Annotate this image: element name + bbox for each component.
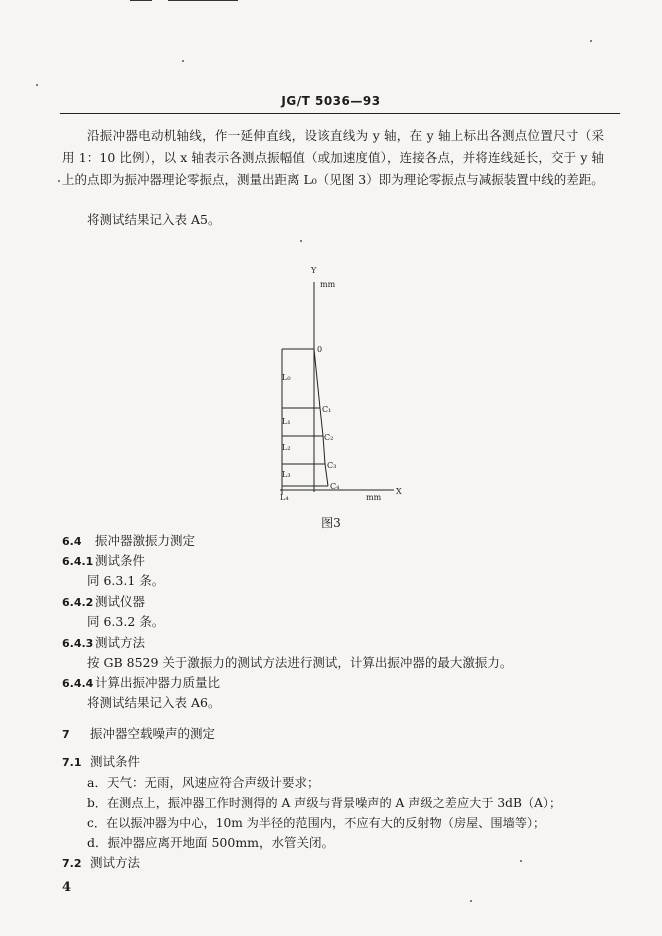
scan-mark bbox=[130, 0, 152, 2]
condition-c: c．在以振冲器为中心，10m 为半径的范围内，不应有大的反射物（房屋、围墙等）； bbox=[87, 816, 546, 830]
section-title: 测试仪器 bbox=[95, 594, 146, 609]
scan-speck bbox=[590, 40, 592, 42]
section-7-heading bbox=[62, 725, 215, 744]
scan-speck bbox=[520, 860, 522, 862]
x-axis-unit: mm bbox=[366, 493, 382, 502]
condition-b: b．在测点上，振冲器工作时测得的 A 声级与背景噪声的 A 声级之差应大于 3dB（A）； bbox=[87, 796, 562, 810]
section-7-2-heading bbox=[62, 854, 140, 873]
condition-d: d．振冲器应离开地面 500mm，水管关闭。 bbox=[87, 835, 335, 850]
section-title: 测试方法 bbox=[90, 855, 141, 870]
record-line-a5: 将测试结果记入表 A5。 bbox=[87, 212, 221, 227]
l-label-1: L₁ bbox=[282, 417, 291, 426]
scan-speck bbox=[470, 900, 472, 902]
section-6-4-3-body: 按 GB 8529 关于激振力的测试方法进行测试，计算出振冲器的最大激振力。 bbox=[87, 655, 513, 670]
intro-paragraph: 沿振冲器电动机轴线，作一延伸直线，设该直线为 y 轴，在 y 轴上标出各测点位置尺寸（采用 1：10 比例），以 x 轴表示各测点振幅值（或加速度值），连接各点，并将连线延长，交于 y 轴上的点即为振冲器理论零振点，测量出距离 L₀（见图 3）即为理论零振点与减振装置中线的差距。 bbox=[62, 128, 604, 187]
l-label-0: L₀ bbox=[282, 373, 291, 382]
section-6-4-4-body: 将测试结果记入表 A6。 bbox=[87, 695, 221, 710]
section-title: 测试条件 bbox=[90, 754, 141, 769]
y-axis-letter: Y bbox=[311, 266, 317, 275]
section-number: 6.4.3 bbox=[62, 637, 94, 650]
c-label-2: C₂ bbox=[324, 433, 334, 442]
section-6-4-4-heading bbox=[62, 674, 220, 693]
section-title: 计算出振冲器力质量比 bbox=[95, 675, 221, 690]
scan-mark bbox=[168, 0, 238, 2]
figure-caption: 图3 bbox=[321, 516, 341, 530]
c-label-1: C₁ bbox=[322, 405, 332, 414]
scan-speck bbox=[300, 240, 302, 242]
section-title: 测试方法 bbox=[95, 635, 146, 650]
section-6-4-3-heading bbox=[62, 634, 145, 653]
section-7-1-heading bbox=[62, 753, 140, 772]
scan-speck bbox=[182, 60, 184, 62]
l-label-3: L₃ bbox=[282, 470, 291, 479]
section-number: 7.2 bbox=[62, 857, 82, 870]
section-6-4-2-body: 同 6.3.2 条。 bbox=[87, 614, 165, 629]
x-axis-letter: X bbox=[396, 487, 402, 496]
amplitude-curve bbox=[314, 349, 328, 486]
section-6-4-1-heading bbox=[62, 552, 145, 571]
section-number: 7 bbox=[62, 728, 70, 741]
origin-label: 0 bbox=[317, 345, 323, 354]
scan-speck bbox=[58, 180, 60, 182]
figure-3-diagram bbox=[262, 262, 412, 512]
section-6-4-2-heading bbox=[62, 593, 145, 612]
section-title: 振冲器激振力测定 bbox=[95, 533, 196, 548]
section-number: 6.4 bbox=[62, 535, 82, 548]
section-number: 7.1 bbox=[62, 756, 82, 769]
condition-a: a．天气：无雨，风速应符合声级计要求； bbox=[87, 775, 320, 790]
section-number: 6.4.2 bbox=[62, 596, 94, 609]
section-number: 6.4.4 bbox=[62, 677, 94, 690]
header-rule bbox=[60, 113, 620, 114]
section-number: 6.4.1 bbox=[62, 555, 94, 568]
scan-speck bbox=[36, 84, 38, 86]
y-axis-unit: mm bbox=[320, 280, 336, 289]
page-header: JG/T 5036—93 bbox=[281, 94, 381, 108]
section-6-4-1-body: 同 6.3.1 条。 bbox=[87, 573, 165, 588]
l-label-4: L₄ bbox=[280, 493, 289, 502]
c-label-4: C₄ bbox=[330, 482, 340, 491]
c-label-3: C₃ bbox=[327, 461, 337, 470]
section-title: 测试条件 bbox=[95, 553, 146, 568]
section-title: 振冲器空载噪声的测定 bbox=[90, 726, 216, 741]
page-number: 4 bbox=[62, 880, 72, 895]
l-label-2: L₂ bbox=[282, 443, 291, 452]
section-6-4-heading bbox=[62, 532, 195, 551]
